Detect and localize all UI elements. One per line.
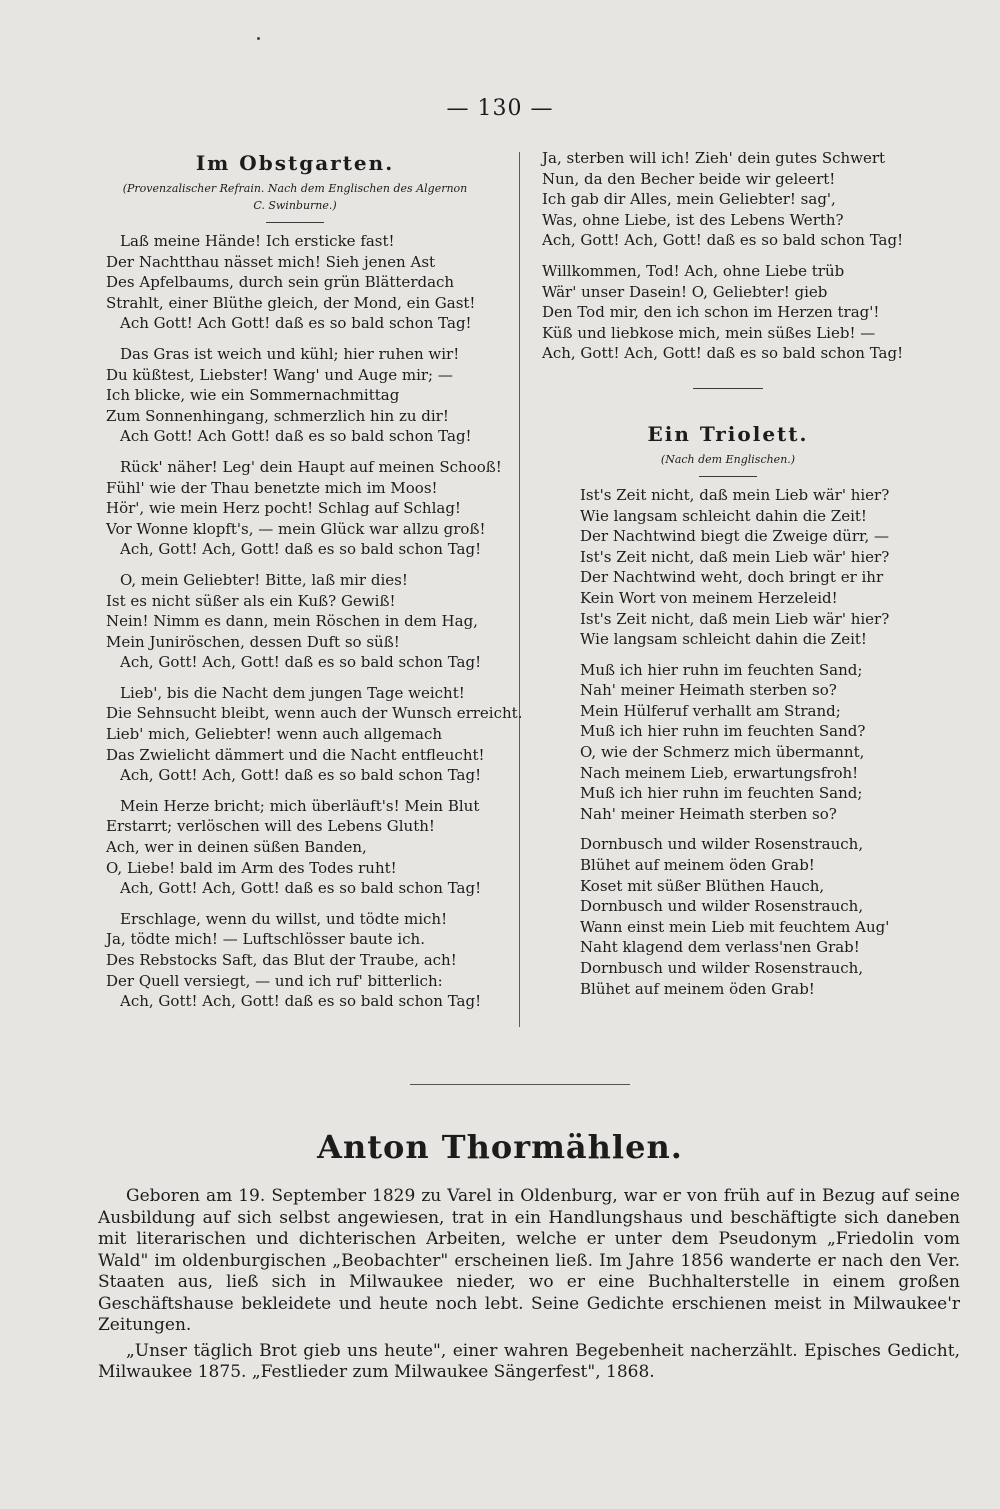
verse-line: Mein Juniröschen, dessen Duft so süß!: [106, 632, 400, 651]
verse-line: Lieb' mich, Geliebter! wenn auch allgemach: [106, 725, 443, 744]
verse-line: O, Liebe! bald im Arm des Todes ruht!: [106, 858, 397, 877]
verse-line: Ach Gott! Ach Gott! daß es so bald schon Tag!: [120, 314, 472, 333]
verse-line: Dornbusch und wilder Rosenstrauch,: [580, 897, 864, 916]
title-rule-2: [699, 476, 757, 477]
verse-line: Dornbusch und wilder Rosenstrauch,: [580, 835, 864, 854]
verse-line: Ach, Gott! Ach, Gott! daß es so bald schon Tag!: [120, 766, 482, 785]
verse-line: Ach Gott! Ach Gott! daß es so bald schon Tag!: [120, 427, 472, 446]
stanza: [80, 344, 510, 447]
author-biography: [98, 1186, 960, 1384]
verse-line: Muß ich hier ruhn im feuchten Sand?: [580, 722, 866, 741]
left-column: [80, 148, 523, 1022]
verse-line: Du küßtest, Liebster! Wang' und Auge mir; —: [106, 365, 453, 384]
verse-line: Ich blicke, wie ein Sommernachmittag: [106, 386, 400, 405]
stanza: [528, 834, 928, 999]
verse-line: Vor Wonne klopft's, — mein Glück war allzu groß!: [106, 519, 486, 538]
verse-line: Erschlage, wenn du willst, und tödte mich!: [120, 909, 448, 928]
verse-line: Ach, Gott! Ach, Gott! daß es so bald schon Tag!: [542, 231, 904, 250]
verse-line: Ist's Zeit nicht, daß mein Lieb wär' hier?: [580, 609, 890, 628]
stanza: [528, 660, 928, 825]
verse-line: Willkommen, Tod! Ach, ohne Liebe trüb: [542, 261, 845, 280]
verse-line: Muß ich hier ruhn im feuchten Sand;: [580, 660, 863, 679]
page-number: — 130 —: [446, 96, 554, 121]
poem-continuation: [528, 148, 928, 364]
verse-line: Ist's Zeit nicht, daß mein Lieb wär' hier?: [580, 485, 890, 504]
title-rule: [266, 222, 324, 223]
verse-line: Küß und liebkose mich, mein süßes Lieb! —: [542, 323, 876, 342]
column-divider: [519, 152, 520, 1027]
stanza: [80, 457, 510, 560]
verse-line: Lieb', bis die Nacht dem jungen Tage weicht!: [120, 683, 465, 702]
verse-line: Ach, Gott! Ach, Gott! daß es so bald schon Tag!: [120, 653, 482, 672]
verse-line: Der Quell versiegt, — und ich ruf' bitterlich:: [106, 971, 443, 990]
bio-paragraph: Geboren am 19. September 1829 zu Varel in Oldenburg, war er von früh auf in Bezug auf seine Ausbildung auf sich selbst angewiesen, trat in ein Handlungshaus und beschäftigte sich daneben mit literarischen und dichterischen Arbeiten, welche er unter dem Pseudonym „Friedolin vom Wald" im oldenburgischen „Beobachter" erscheinen ließ. Im Jahre 1856 wanderte er nach den Ver. Staaten aus, ließ sich in Milwaukee nieder, wo er eine Buchhalterstelle in einem großen Geschäftshause bekleidete und heute noch lebt. Seine Gedichte erschienen meist in Milwaukee'r Zeitungen.: [98, 1186, 960, 1335]
verse-line: Die Sehnsucht bleibt, wenn auch der Wunsch erreicht.: [106, 704, 523, 723]
verse-line: Ach, Gott! Ach, Gott! daß es so bald schon Tag!: [542, 344, 904, 363]
verse-line: Ach, Gott! Ach, Gott! daß es so bald schon Tag!: [120, 879, 482, 898]
bio-paragraph: „Unser täglich Brot gieb uns heute", einer wahren Begebenheit nacherzählt. Episches Gedicht, Milwaukee 1875. „Festlieder zum Milwaukee Sängerfest", 1868.: [98, 1340, 960, 1382]
verse-line: Ich gab dir Alles, mein Geliebter! sag',: [542, 190, 836, 209]
verse-line: Wie langsam schleicht dahin die Zeit!: [580, 630, 867, 649]
author-heading: Anton Thormählen.: [317, 1128, 683, 1166]
verse-line: Wie langsam schleicht dahin die Zeit!: [580, 506, 867, 525]
verse-line: Der Nachtwind weht, doch bringt er ihr: [580, 568, 884, 587]
verse-line: Dornbusch und wilder Rosenstrauch,: [580, 959, 864, 977]
poem-title: Im Obstgarten.: [195, 151, 395, 175]
verse-line: Nein! Nimm es dann, mein Röschen in dem Hag,: [106, 612, 478, 631]
verse-line: Ist's Zeit nicht, daß mein Lieb wär' hier?: [580, 547, 890, 566]
stanza: [528, 485, 928, 650]
verse-line: Erstarrt; verlöschen will des Lebens Gluth!: [106, 817, 435, 836]
stanza: [80, 796, 510, 899]
section-divider: [410, 1084, 630, 1085]
verse-line: Des Rebstocks Saft, das Blut der Traube, ach!: [106, 951, 457, 969]
verse-line: Ach, Gott! Ach, Gott! daß es so bald schon Tag!: [120, 992, 482, 1011]
verse-line: Koset mit süßer Blüthen Hauch,: [580, 876, 825, 895]
verse-line: Wann einst mein Lieb mit feuchtem Aug': [580, 917, 890, 936]
section-rule: [693, 388, 763, 389]
verse-line: Den Tod mir, den ich schon im Herzen trag'!: [542, 303, 880, 322]
verse-line: Nach meinem Lieb, erwartungsfroh!: [580, 763, 859, 782]
verse-line: Der Nachtwind biegt die Zweige dürr, —: [580, 527, 890, 546]
triolet-body: [528, 485, 928, 999]
verse-line: Ist es nicht süßer als ein Kuß? Gewiß!: [106, 591, 396, 610]
right-column: [528, 148, 928, 1009]
verse-line: Rück' näher! Leg' dein Haupt auf meinen Schooß!: [120, 457, 502, 476]
verse-line: Naht klagend dem verlass'nen Grab!: [580, 938, 860, 957]
stanza: [80, 909, 510, 1012]
verse-line: Nun, da den Becher beide wir geleert!: [542, 169, 836, 188]
stanza: [528, 148, 928, 251]
verse-line: Muß ich hier ruhn im feuchten Sand;: [580, 784, 863, 803]
stanza: [80, 570, 510, 673]
verse-line: Strahlt, einer Blüthe gleich, der Mond, ein Gast!: [106, 293, 476, 312]
verse-line: Kein Wort von meinem Herzeleid!: [580, 588, 838, 607]
stanza: [80, 231, 510, 334]
verse-line: Des Apfelbaums, durch sein grün Blätterdach: [106, 273, 455, 292]
verse-line: Hör', wie mein Herz pocht! Schlag auf Schlag!: [106, 499, 461, 518]
verse-line: Blühet auf meinem öden Grab!: [580, 979, 815, 998]
verse-line: Ach, Gott! Ach, Gott! daß es so bald schon Tag!: [120, 540, 482, 559]
verse-line: Nah' meiner Heimath sterben so?: [580, 681, 837, 700]
stanza: [528, 261, 928, 364]
verse-line: Das Zwielicht dämmert und die Nacht entfleucht!: [106, 745, 485, 764]
poem-body: [80, 231, 523, 1012]
verse-line: Zum Sonnenhingang, schmerzlich hin zu dir!: [106, 406, 449, 425]
verse-line: O, mein Geliebter! Bitte, laß mir dies!: [120, 570, 408, 589]
poem-title-2: Ein Triolett.: [647, 421, 809, 446]
verse-line: O, wie der Schmerz mich übermannt,: [580, 743, 865, 762]
verse-line: Der Nachtthau nässet mich! Sieh jenen Ast: [106, 252, 436, 271]
print-speck: [257, 37, 260, 40]
poem-subtitle-2: (Nach dem Englischen.): [660, 452, 796, 466]
verse-line: Wär' unser Dasein! O, Geliebter! gieb: [542, 282, 828, 301]
verse-line: Mein Hülferuf verhallt am Strand;: [580, 701, 841, 720]
verse-line: Fühl' wie der Thau benetzte mich im Moos!: [106, 478, 438, 497]
stanza: [80, 683, 523, 786]
verse-line: Ja, tödte mich! — Luftschlösser baute ich.: [106, 930, 425, 949]
verse-line: Blühet auf meinem öden Grab!: [580, 856, 815, 875]
verse-line: Laß meine Hände! Ich ersticke fast!: [120, 232, 395, 250]
verse-line: Das Gras ist weich und kühl; hier ruhen wir!: [120, 344, 460, 363]
verse-line: Nah' meiner Heimath sterben so?: [580, 804, 837, 823]
verse-line: Was, ohne Liebe, ist des Lebens Werth?: [542, 210, 844, 229]
poem-subtitle: (Provenzalischer Refrain. Nach dem Englischen des Algernon C. Swinburne.): [122, 182, 468, 212]
verse-line: Ja, sterben will ich! Zieh' dein gutes Schwert: [542, 149, 886, 167]
verse-line: Ach, wer in deinen süßen Banden,: [106, 838, 367, 857]
verse-line: Mein Herze bricht; mich überläuft's! Mein Blut: [120, 796, 480, 815]
